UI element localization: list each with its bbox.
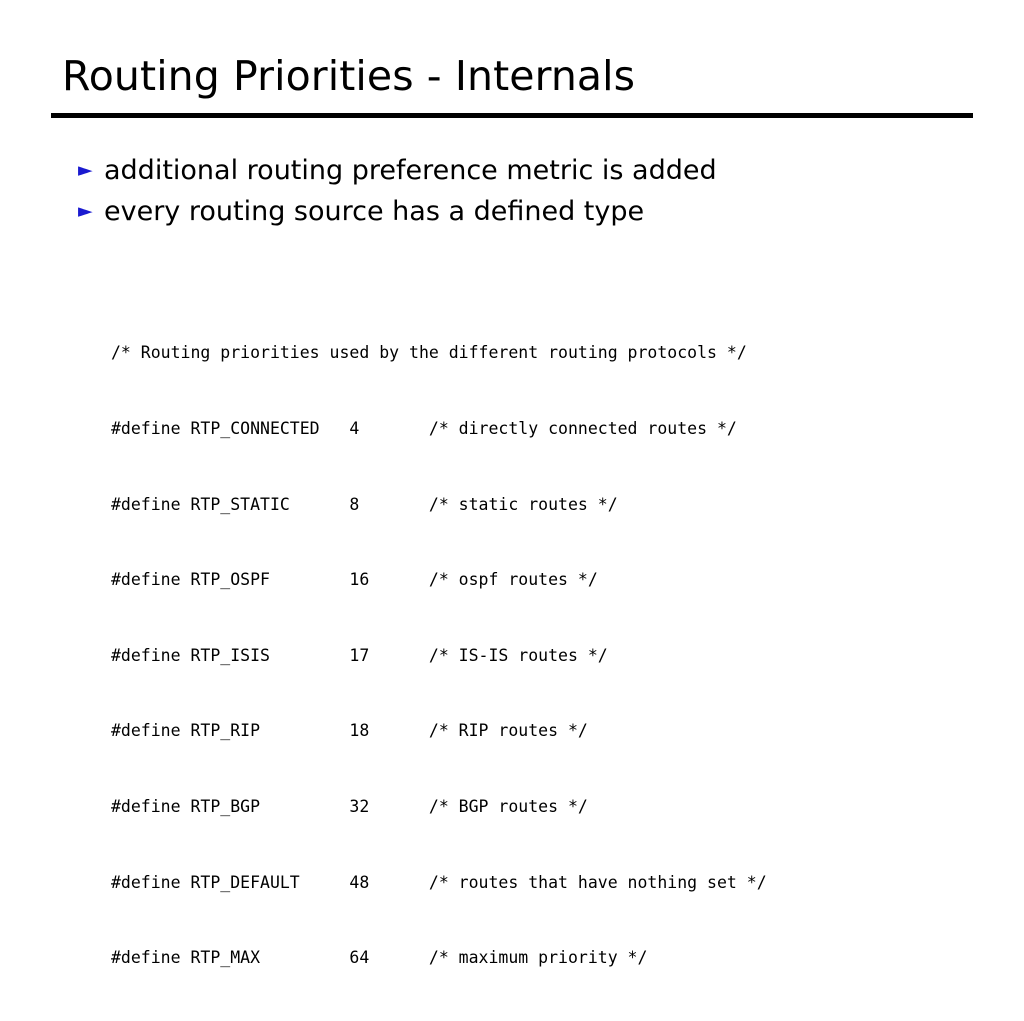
list-item — [78, 155, 958, 187]
bullet-arrow-icon: ► — [78, 159, 93, 181]
page-title: Routing Priorities - Internals — [62, 52, 636, 100]
code-line: #define RTP_MAX 64 /* maximum priority */ — [111, 948, 648, 968]
list-item-label: additional routing preference metric is added — [104, 155, 717, 186]
list-item-label: every routing source has a defined type — [104, 195, 645, 227]
code-block — [111, 290, 767, 1021]
code-line: #define RTP_STATIC 8 /* static routes */ — [111, 494, 618, 514]
code-line: #define RTP_OSPF 16 /* ospf routes */ — [111, 570, 598, 590]
code-line: #define RTP_DEFAULT 48 /* routes that have nothing set */ — [111, 872, 767, 892]
code-line: #define RTP_ISIS 17 /* IS-IS routes */ — [111, 645, 608, 665]
code-line: #define RTP_RIP 18 /* RIP routes */ — [111, 721, 588, 741]
bullet-list — [78, 155, 958, 236]
code-line: #define RTP_CONNECTED 4 /* directly connected routes */ — [111, 419, 737, 439]
title-divider — [51, 113, 973, 118]
code-line: #define RTP_BGP 32 /* BGP routes */ — [111, 797, 588, 817]
bullet-arrow-icon: ► — [78, 199, 93, 222]
code-line: /* Routing priorities used by the different routing protocols */ — [111, 343, 747, 363]
list-item — [78, 196, 958, 228]
